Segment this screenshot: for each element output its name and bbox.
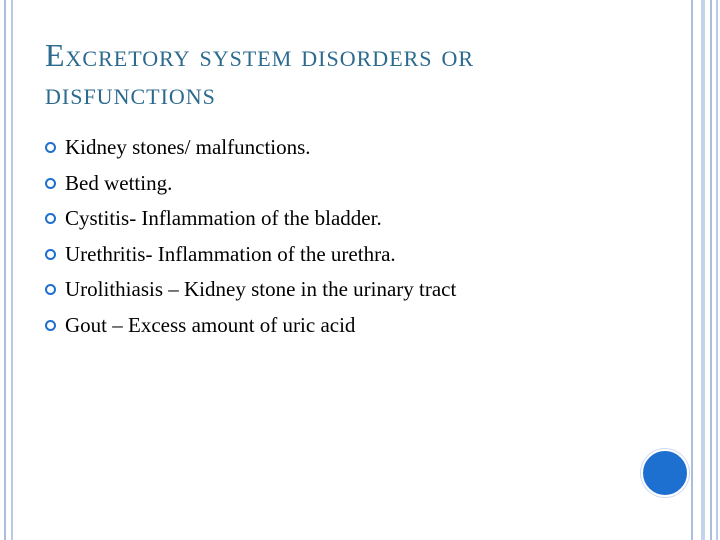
circle-bullet-icon — [45, 142, 56, 153]
left-border-line — [11, 0, 13, 540]
circle-bullet-icon — [45, 249, 56, 260]
slide-title: Excretory system disorders or disfunctions — [45, 37, 475, 111]
circle-bullet-icon — [45, 178, 56, 189]
bullet-list — [45, 130, 665, 343]
list-item — [45, 201, 665, 237]
list-item — [45, 166, 665, 202]
list-item-text: Bed wetting. — [65, 170, 173, 195]
right-border-line — [701, 0, 705, 540]
list-item — [45, 272, 665, 308]
circle-bullet-icon — [45, 284, 56, 295]
list-item-text: Urolithiasis – Kidney stone in the urinary tract — [65, 277, 457, 302]
list-item-text: Cystitis- Inflammation of the bladder. — [65, 206, 382, 231]
circle-bullet-icon — [45, 213, 56, 224]
right-border-line — [710, 0, 712, 540]
list-item — [45, 308, 665, 344]
circle-bullet-icon — [45, 320, 56, 331]
decorative-circle — [641, 449, 689, 497]
list-item — [45, 237, 665, 273]
list-item-text: Gout – Excess amount of uric acid — [65, 312, 356, 337]
left-border-line — [4, 0, 6, 540]
list-item — [45, 130, 665, 166]
right-border-line — [716, 0, 718, 540]
list-item-text: Kidney stones/ malfunctions. — [65, 135, 311, 160]
list-item-text: Urethritis- Inflammation of the urethra. — [65, 241, 396, 266]
right-border-line — [691, 0, 693, 540]
